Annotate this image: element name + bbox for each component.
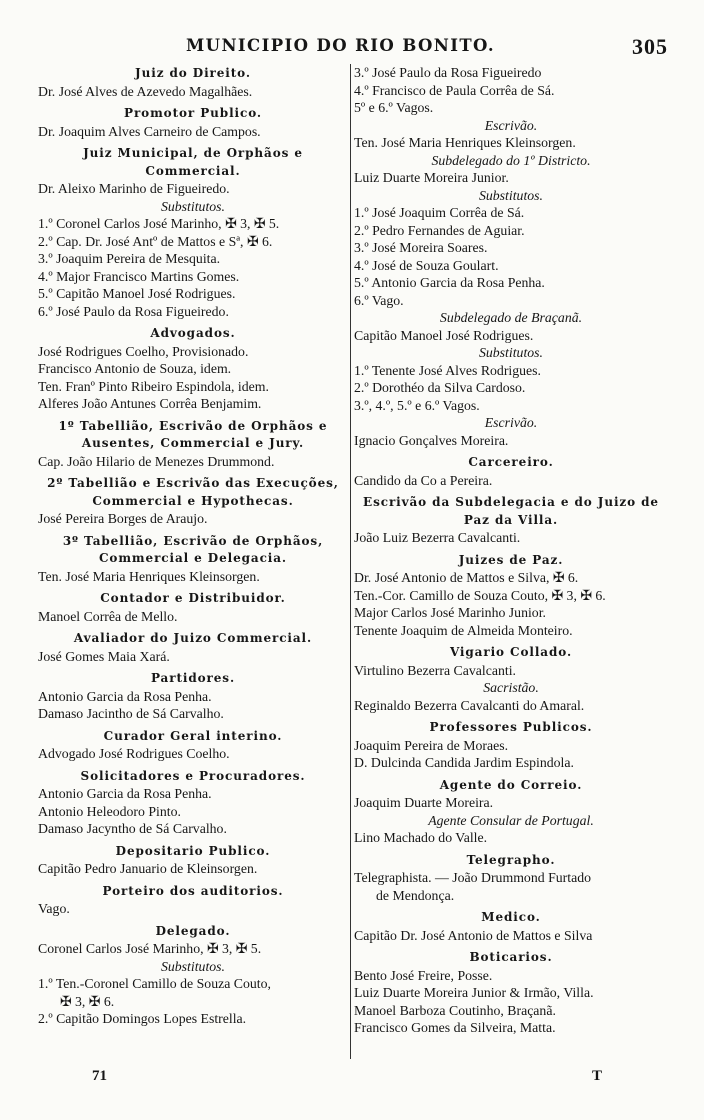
entry-line: 1.º Coronel Carlos José Marinho, ✠ 3, ✠ 5. — [38, 216, 280, 231]
entry-line: 5.º Capitão Manoel José Rodrigues. — [38, 286, 236, 301]
signature-mark-left: 71 — [92, 1068, 107, 1084]
section-heading: 2º Tabellião e Escrivão das Execuções, Commercial e Hypothecas. — [47, 476, 339, 508]
subsection-heading: Agente Consular de Portugal. — [428, 812, 594, 828]
page-title: MUNICIPIO DO RIO BONITO. — [186, 36, 495, 55]
entry-line: Alferes João Antunes Corrêa Benjamim. — [38, 396, 262, 411]
subsection-heading: Subdelegado do 1º Districto. — [431, 152, 591, 168]
entry-line: Ten. José Maria Henriques Kleinsorgen. — [38, 568, 260, 584]
subsection-heading: Substitutos. — [160, 198, 225, 214]
section-heading: Porteiro dos auditorios. — [102, 883, 284, 898]
section-heading: Partidores. — [150, 671, 236, 685]
entry-line: Luiz Duarte Moreira Junior & Irmão, Villa. — [354, 985, 594, 1000]
subsection-heading: Substitutos. — [478, 345, 543, 360]
entry-line: Vago. — [38, 901, 70, 916]
section-heading: Delegado. — [155, 923, 231, 938]
entry-continuation: ✠ 3, ✠ 6. — [60, 993, 115, 1009]
entry-line: 4.º Francisco de Paula Corrêa de Sá. — [354, 82, 555, 98]
entry-line: Advogado José Rodrigues Coelho. — [38, 746, 230, 761]
entry-line: 2.º Pedro Fernandes de Aguiar. — [354, 222, 525, 238]
signature-mark-right: T — [592, 1068, 603, 1084]
entry-line: 6.º José Paulo da Rosa Figueiredo. — [38, 303, 229, 319]
section-heading: Solicitadores e Procuradores. — [80, 768, 306, 783]
entry-line: 1.º José Joaquim Corrêa de Sá. — [354, 205, 525, 220]
entry-line: 2.º Capitão Domingos Lopes Estrella. — [38, 1011, 247, 1026]
entry-line: Cap. João Hilario de Menezes Drummond. — [38, 453, 275, 469]
entry-line: D. Dulcinda Candida Jardim Espindola. — [354, 755, 574, 770]
entry-continuation: de Mendonça. — [376, 887, 455, 903]
entry-line: João Luiz Bezerra Cavalcanti. — [354, 530, 521, 545]
entry-line: Capitão Dr. José Antonio de Mattos e Silva — [354, 927, 593, 943]
entry-line: Telegraphista. — João Drummond Furtado — [354, 870, 591, 885]
entry-line: Capitão Manoel José Rodrigues. — [354, 327, 534, 343]
entry-line: 3.º José Moreira Soares. — [354, 240, 488, 255]
section-heading: Contador e Distribuidor. — [100, 591, 286, 605]
entry-line: 2.º Dorothéo da Silva Cardoso. — [354, 380, 526, 395]
entry-line: Ten.-Cor. Camillo de Souza Couto, ✠ 3, ✠ 6. — [354, 587, 606, 603]
section-heading: Carcereiro. — [468, 455, 554, 469]
entry-line: Damaso Jacintho de Sá Carvalho. — [38, 706, 224, 721]
entry-line: Major Carlos José Marinho Junior. — [354, 605, 546, 620]
entry-line: Tenente Joaquim de Almeida Monteiro. — [354, 622, 573, 638]
entry-line: Virtulino Bezerra Cavalcanti. — [354, 662, 516, 678]
entry-line: 4.º José de Souza Goulart. — [354, 257, 499, 273]
subsection-heading: Subdelegado de Braçanã. — [439, 310, 583, 325]
entry-line: Ten. Franº Pinto Ribeiro Espindola, idem. — [38, 378, 269, 394]
section-heading: Vigario Collado. — [449, 645, 573, 659]
entry-line: Antonio Heleodoro Pinto. — [38, 803, 181, 819]
section-heading: Curador Geral interino. — [103, 728, 283, 743]
entry-line: 5.º Antonio Garcia da Rosa Penha. — [354, 275, 545, 290]
section-heading: Professores Publicos. — [429, 720, 593, 734]
entry-line: Antonio Garcia da Rosa Penha. — [38, 786, 212, 801]
entry-line: Dr. José Antonio de Mattos e Silva, ✠ 6. — [354, 570, 579, 585]
entry-line: 1.º Ten.-Coronel Camillo de Souza Couto, — [38, 976, 271, 991]
section-heading: Medico. — [481, 910, 541, 924]
section-heading: Boticarios. — [469, 950, 553, 964]
entry-line: Coronel Carlos José Marinho, ✠ 3, ✠ 5. — [38, 941, 262, 956]
entry-line: Dr. José Alves de Azevedo Magalhães. — [38, 83, 253, 99]
section-heading: Depositario Publico. — [115, 843, 271, 858]
entry-line: Reginaldo Bezerra Cavalcanti do Amaral. — [354, 697, 585, 713]
entry-line: José Gomes Maia Xará. — [38, 648, 170, 664]
entry-line: Francisco Gomes da Silveira, Matta. — [354, 1020, 556, 1035]
section-heading: Juiz Municipal, de Orphãos e Commercial. — [83, 146, 303, 178]
entry-line: Francisco Antonio de Souza, idem. — [38, 361, 232, 376]
subsection-heading: Escrivão. — [484, 415, 538, 430]
entry-line: Dr. Joaquim Alves Carneiro de Campos. — [38, 123, 261, 139]
entry-line: Ignacio Gonçalves Moreira. — [354, 432, 509, 448]
subsection-heading: Sacristão. — [483, 680, 539, 695]
entry-line: Joaquim Duarte Moreira. — [354, 795, 494, 810]
entry-line: 1.º Tenente José Alves Rodrigues. — [354, 362, 541, 378]
subsection-heading: Substitutos. — [160, 958, 225, 974]
entry-line: José Pereira Borges de Araujo. — [38, 511, 208, 526]
entry-line: Manoel Corrêa de Mello. — [38, 608, 178, 624]
entry-line: Candido da Co a Pereira. — [354, 472, 493, 488]
entry-line: Capitão Pedro Januario de Kleinsorgen. — [38, 861, 258, 876]
subsection-heading: Substitutos. — [478, 187, 543, 203]
section-heading: Agente do Correio. — [439, 777, 583, 792]
section-heading: Advogados. — [150, 326, 236, 340]
page-header — [0, 36, 704, 62]
subsection-heading: Escrivão. — [484, 117, 538, 133]
section-heading: Promotor Publico. — [124, 106, 262, 120]
section-heading: Avaliador do Juizo Commercial. — [73, 631, 313, 645]
section-heading: 1º Tabellião, Escrivão de Orphãos e Ausentes, Commercial e Jury. — [58, 418, 328, 450]
section-heading: Telegrapho. — [466, 852, 556, 867]
entry-line: 5º e 6.º Vagos. — [354, 100, 434, 115]
entry-line: Damaso Jacyntho de Sá Carvalho. — [38, 821, 227, 836]
entry-line: José Rodrigues Coelho, Provisionado. — [38, 343, 249, 359]
entry-line: Lino Machado do Valle. — [354, 830, 488, 845]
entry-line: Ten. José Maria Henriques Kleinsorgen. — [354, 135, 576, 150]
entry-line: Manoel Barboza Coutinho, Braçanã. — [354, 1002, 556, 1018]
entry-line: 4.º Major Francisco Martins Gomes. — [38, 268, 240, 284]
entry-line: Antonio Garcia da Rosa Penha. — [38, 688, 212, 704]
page-footer — [0, 1068, 704, 1090]
entry-line: Luiz Duarte Moreira Junior. — [354, 170, 509, 185]
section-heading: Juizes de Paz. — [458, 552, 564, 567]
entry-line: 6.º Vago. — [354, 292, 404, 308]
left-column — [38, 64, 348, 1028]
page-number: 305 — [632, 34, 668, 59]
entry-line: 3.º José Paulo da Rosa Figueiredo — [354, 65, 542, 80]
entry-line: 3.º Joaquim Pereira de Mesquita. — [38, 251, 221, 266]
section-heading: Juiz do Direito. — [135, 66, 251, 80]
section-heading: 3º Tabellião, Escrivão de Orphãos, Commercial e Delegacia. — [62, 533, 324, 565]
entry-line: Bento José Freire, Posse. — [354, 967, 493, 983]
right-column — [354, 64, 668, 1037]
entry-line: 3.º, 4.º, 5.º e 6.º Vagos. — [354, 397, 480, 413]
entry-line: Dr. Aleixo Marinho de Figueiredo. — [38, 181, 230, 196]
section-heading: Escrivão da Subdelegacia e do Juizo de Paz da Villa. — [363, 495, 659, 527]
entry-line: Joaquim Pereira de Moraes. — [354, 737, 509, 753]
column-divider — [350, 64, 351, 1059]
entry-line: 2.º Cap. Dr. José Antº de Mattos e Sª, ✠ 6. — [38, 233, 273, 249]
